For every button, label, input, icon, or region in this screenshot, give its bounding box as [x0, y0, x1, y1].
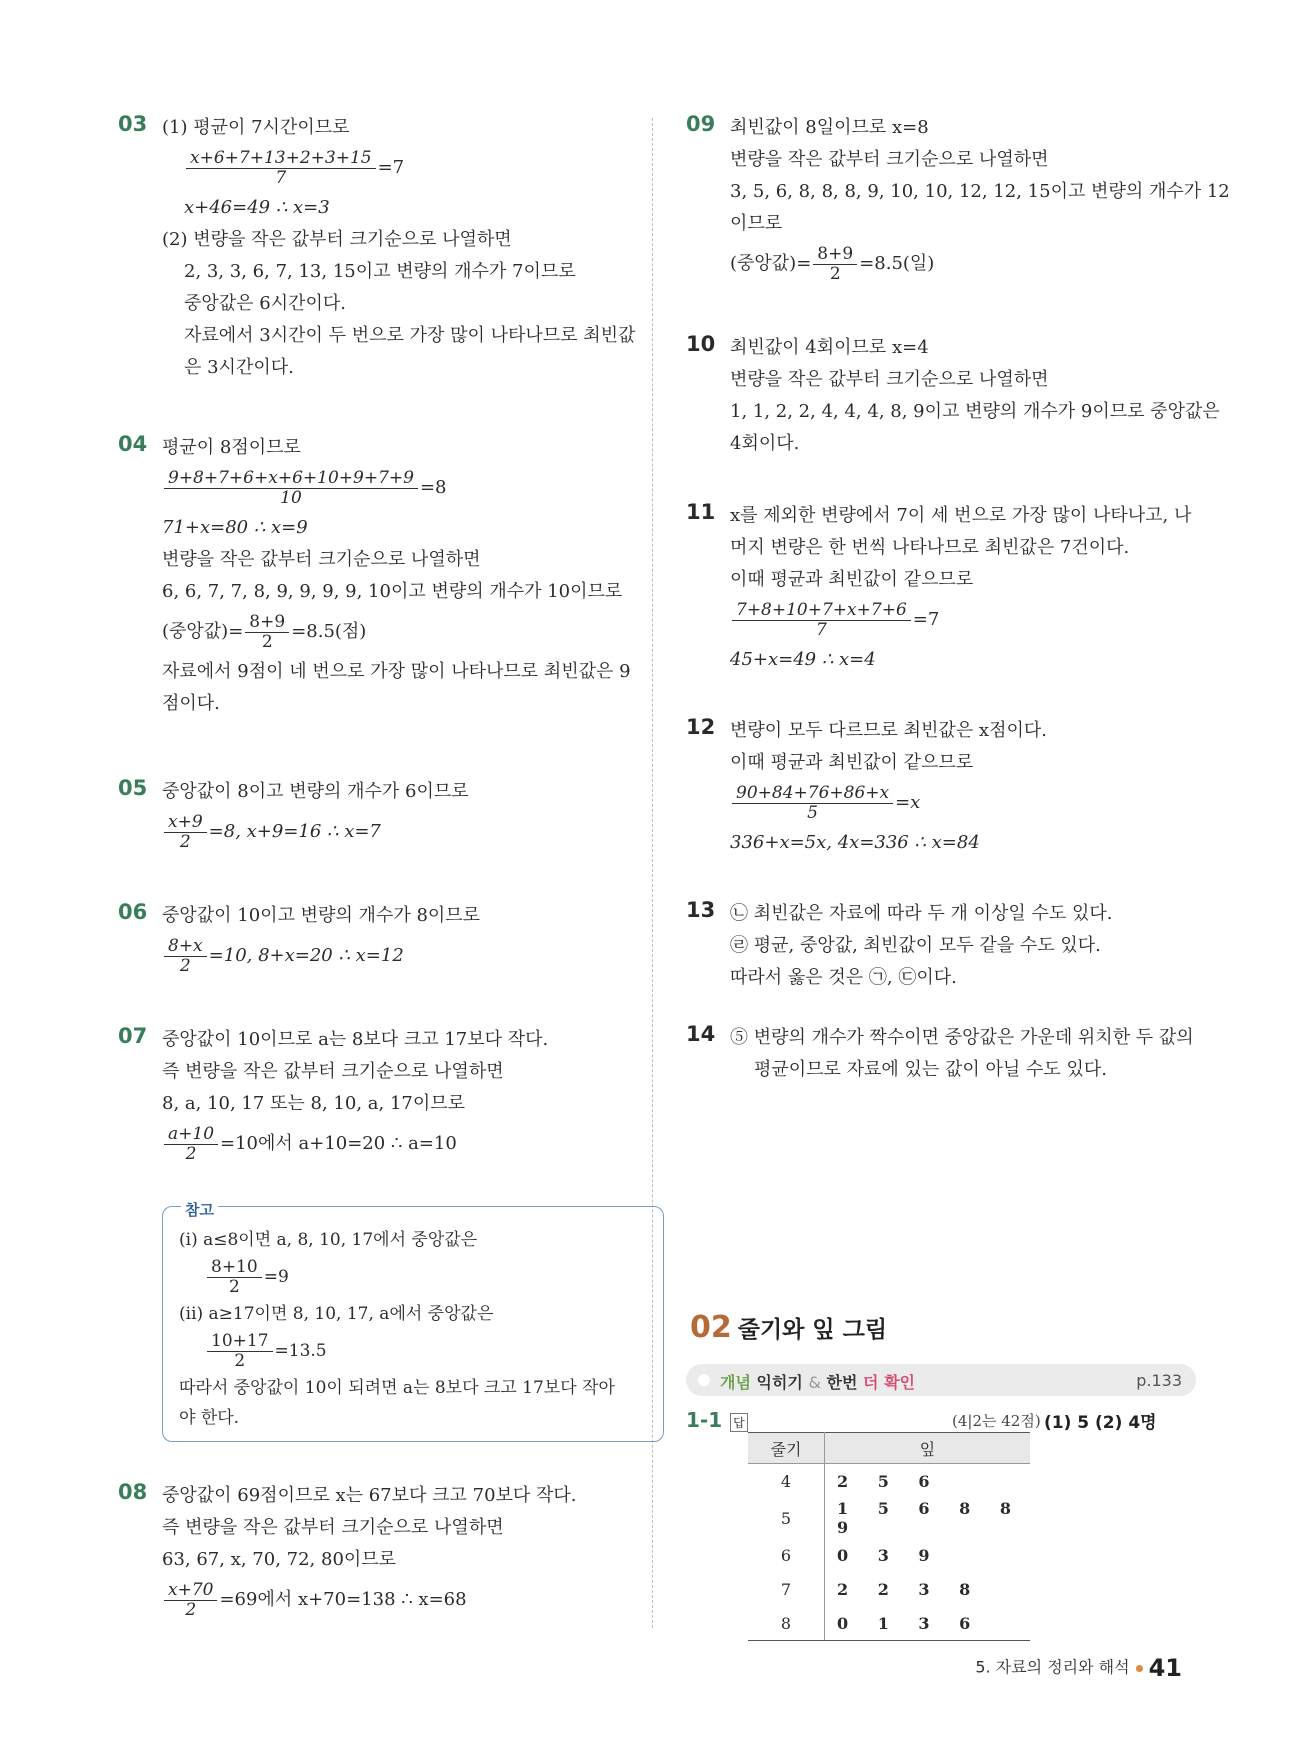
concept-bar [686, 1364, 1196, 1396]
problem-body [730, 1022, 1196, 1086]
numerator: x+70 [164, 1581, 217, 1601]
stem-cell: 6 [748, 1538, 825, 1572]
numerator: 7+8+10+7+x+7+6 [732, 601, 911, 621]
problem-number: 08 [118, 1480, 148, 1504]
text-line: 4회이다. [730, 433, 800, 454]
denominator: 7 [275, 167, 287, 188]
text-line: 점이다. [162, 693, 220, 714]
problem-body [730, 332, 1220, 460]
note-line: (ii) a≥17이면 8, 10, 17, a에서 중앙값은 [179, 1304, 494, 1324]
text-line: 71+x=80 ∴ x=9 [162, 517, 308, 538]
fraction-line [162, 1120, 638, 1168]
fraction-result: =7 [377, 157, 405, 178]
leaf-cell: 2 5 6 [837, 1471, 942, 1491]
fraction-result: =x [895, 792, 921, 813]
page-reference: p.133 [1136, 1371, 1182, 1390]
problem-number: 13 [686, 898, 716, 922]
note-line: 따라서 중앙값이 10이 되려면 a는 8보다 크고 17보다 작아 [179, 1378, 615, 1398]
denominator: 2 [228, 1277, 240, 1297]
text-line: ㉣ 평균, 중앙값, 최빈값이 모두 같을 수도 있다. [730, 935, 1101, 956]
text-line: 은 3시간이다. [184, 357, 294, 378]
text-line: 즉 변량을 작은 값부터 크기순으로 나열하면 [162, 1517, 504, 1538]
text-line: 63, 67, x, 70, 72, 80이므로 [162, 1549, 397, 1570]
problem-03 [118, 112, 638, 378]
problem-body [730, 898, 1196, 994]
text-line: 변량이 모두 다르므로 최빈값은 x점이다. [730, 720, 1047, 741]
problem-number: 06 [118, 900, 148, 924]
problem-number: 04 [118, 432, 148, 456]
note-fraction-line [179, 1329, 649, 1373]
text-line: 평균이므로 자료에 있는 값이 아닐 수도 있다. [754, 1059, 1108, 1080]
fraction-result: =8.5(점) [291, 621, 367, 642]
text-line: (1) 평균이 7시간이므로 [162, 117, 350, 138]
denominator: 5 [807, 802, 818, 823]
note-line: 야 한다. [179, 1408, 240, 1428]
bar-word: & [808, 1373, 821, 1392]
numerator: 8+10 [207, 1258, 262, 1278]
problem-number: 14 [686, 1022, 716, 1046]
stem-leaf-table [748, 1432, 1030, 1641]
text-line: 즉 변량을 작은 값부터 크기순으로 나열하면 [162, 1061, 504, 1082]
problem-number: 10 [686, 332, 716, 356]
fraction-result: =9 [263, 1267, 289, 1287]
numerator: 8+9 [813, 245, 857, 265]
numerator: x+9 [164, 813, 207, 833]
text-line: 최빈값이 8일이므로 x=8 [730, 117, 929, 138]
answer-line [686, 1408, 1196, 1432]
table-row [748, 1572, 1030, 1606]
note-box [162, 1201, 664, 1442]
text-line: 45+x=49 ∴ x=4 [730, 649, 876, 670]
problem-number: 11 [686, 500, 716, 524]
denominator: 2 [185, 1143, 197, 1164]
numerator: 90+84+76+86+x [732, 784, 893, 804]
answer-id: 1-1 [686, 1408, 723, 1432]
fraction-line [730, 596, 1196, 644]
text-line: 변량을 작은 값부터 크기순으로 나열하면 [730, 149, 1049, 170]
text-line: 중앙값이 69점이므로 x는 67보다 크고 70보다 작다. [162, 1485, 577, 1506]
concept-bar-label [720, 1370, 915, 1393]
text-line: 1, 1, 2, 2, 4, 4, 4, 8, 9이고 변량의 개수가 9이므로 중앙값은 [730, 401, 1220, 422]
bar-word: 확인 [884, 1373, 915, 1392]
text-line: 평균이 8점이므로 [162, 437, 301, 458]
leaf-cell: 2 2 3 8 [837, 1579, 983, 1599]
problem-body [730, 112, 1230, 288]
text-line: 머지 변량은 한 번씩 나타나므로 최빈값은 7건이다. [730, 537, 1130, 558]
denominator: 2 [261, 631, 273, 652]
fraction-result: =69에서 x+70=138 ∴ x=68 [219, 1589, 467, 1610]
bullet-icon [698, 1374, 710, 1386]
numerator: x+6+7+13+2+3+15 [186, 149, 376, 169]
text-line: x+46=49 ∴ x=3 [184, 197, 330, 218]
text-line: 중앙값이 10이고 변량의 개수가 8이므로 [162, 905, 481, 926]
problem-number: 09 [686, 112, 716, 136]
text-line: 8, a, 10, 17 또는 8, 10, a, 17이므로 [162, 1093, 466, 1114]
fraction-line [162, 1576, 638, 1624]
page-number: 41 [1148, 1654, 1182, 1682]
bar-word: 익히기 [756, 1373, 803, 1392]
bar-word: 한번 [826, 1373, 858, 1392]
fraction-result: =8 [419, 477, 447, 498]
denominator: 2 [185, 1599, 197, 1620]
problem-body [162, 1024, 638, 1168]
fraction-label: (중앙값)= [162, 621, 244, 642]
fraction-result: =10, 8+x=20 ∴ x=12 [208, 945, 404, 966]
numerator: a+10 [164, 1125, 218, 1145]
numerator: 8+x [164, 937, 207, 957]
problem-number: 05 [118, 776, 148, 800]
fraction-line [162, 808, 638, 856]
text-line: 자료에서 9점이 네 번으로 가장 많이 나타나므로 최빈값은 9 [162, 661, 631, 682]
problem-body [162, 776, 638, 856]
text-line: 이때 평균과 최빈값이 같으므로 [730, 569, 974, 590]
fraction-line [730, 240, 1196, 288]
bar-word: 개념 [720, 1373, 751, 1392]
table-row [748, 1464, 1030, 1499]
problem-body [730, 500, 1196, 676]
problem-body [162, 900, 638, 980]
fraction-line [730, 779, 1196, 827]
problem-number: 07 [118, 1024, 148, 1048]
denominator: 2 [179, 831, 191, 852]
fraction-result: =10에서 a+10=20 ∴ a=10 [220, 1133, 457, 1154]
fraction-result: =8, x+9=16 ∴ x=7 [208, 821, 381, 842]
text-line: 3, 5, 6, 8, 8, 8, 9, 10, 10, 12, 12, 15이고 변량의 개수가 12 [730, 181, 1230, 202]
text-line: 자료에서 3시간이 두 번으로 가장 많이 나타나므로 최빈값 [184, 325, 636, 346]
denominator: 2 [179, 955, 191, 976]
stem-leaf-key: (4|2는 42점) [952, 1412, 1041, 1430]
table-row [748, 1538, 1030, 1572]
denominator: 10 [280, 487, 302, 508]
leaf-cell: 0 3 9 [837, 1545, 942, 1565]
chapter-title: 5. 자료의 정리와 해석 [975, 1657, 1130, 1677]
stem-cell: 5 [748, 1498, 825, 1538]
numerator: 9+8+7+6+x+6+10+9+7+9 [164, 469, 418, 489]
numerator: 8+9 [245, 613, 289, 633]
fraction-line [162, 932, 638, 980]
fraction-label: (중앙값)= [730, 253, 812, 274]
text-line: 이때 평균과 최빈값이 같으므로 [730, 752, 974, 773]
footer-dot-icon [1136, 1665, 1143, 1672]
text-line: 최빈값이 4회이므로 x=4 [730, 337, 929, 358]
table-header-row [748, 1433, 1030, 1464]
text-line: 336+x=5x, 4x=336 ∴ x=84 [730, 832, 980, 853]
fraction-line [162, 608, 638, 656]
text-line: ⑤ 변량의 개수가 짝수이면 중앙값은 가운데 위치한 두 값의 [730, 1027, 1194, 1048]
fraction-result: =8.5(일) [859, 253, 935, 274]
problem-body [162, 432, 638, 720]
fraction-line [162, 144, 638, 192]
text-line: x를 제외한 변량에서 7이 세 번으로 가장 많이 나타나고, 나 [730, 505, 1192, 526]
note-tag: 참고 [181, 1195, 218, 1225]
fraction-result: =13.5 [274, 1341, 327, 1361]
leaf-cell: 0 1 3 6 [825, 1606, 1031, 1641]
table-row [748, 1606, 1030, 1641]
column-header-stem: 줄기 [748, 1433, 825, 1464]
fraction-result: =7 [912, 609, 940, 630]
leaf-cell: 1 5 6 8 8 9 [837, 1499, 1023, 1537]
column-header-leaf: 잎 [825, 1433, 1031, 1464]
text-line: ㉡ 최빈값은 자료에 따라 두 개 이상일 수도 있다. [730, 903, 1113, 924]
problem-body [730, 715, 1196, 859]
text-line: (2) 변량을 작은 값부터 크기순으로 나열하면 [162, 229, 512, 250]
fraction-line [162, 464, 638, 512]
stem-cell: 4 [748, 1464, 825, 1499]
stem-cell: 8 [748, 1606, 825, 1641]
text-line: 변량을 작은 값부터 크기순으로 나열하면 [730, 369, 1049, 390]
text-line: 이므로 [730, 213, 783, 234]
bar-word: 더 [863, 1373, 879, 1392]
denominator: 7 [815, 619, 827, 640]
problem-number: 03 [118, 112, 148, 136]
section-title: 줄기와 잎 그림 [737, 1317, 888, 1343]
text-line: 2, 3, 3, 6, 7, 13, 15이고 변량의 개수가 7이므로 [184, 261, 576, 282]
note-line: (i) a≤8이면 a, 8, 10, 17에서 중앙값은 [179, 1230, 478, 1250]
page-footer [975, 1654, 1182, 1682]
text-line: 중앙값은 6시간이다. [184, 293, 346, 314]
section-number: 02 [690, 1310, 732, 1345]
text-line: 중앙값이 10이므로 a는 8보다 크고 17보다 작다. [162, 1029, 549, 1050]
text-line: 중앙값이 8이고 변량의 개수가 6이므로 [162, 781, 469, 802]
section-heading [690, 1310, 887, 1345]
answer-tag: 답 [730, 1413, 748, 1432]
problem-body [162, 112, 638, 384]
answer-values: (1) 5 (2) 4명 [1044, 1413, 1157, 1433]
problem-number: 12 [686, 715, 716, 739]
text-line: 따라서 옳은 것은 ㉠, ㉢이다. [730, 967, 957, 988]
numerator: 10+17 [207, 1332, 273, 1352]
text-line: 변량을 작은 값부터 크기순으로 나열하면 [162, 549, 481, 570]
stem-cell: 7 [748, 1572, 825, 1606]
note-fraction-line [179, 1255, 649, 1299]
text-line: 6, 6, 7, 7, 8, 9, 9, 9, 9, 10이고 변량의 개수가 10이므로 [162, 581, 623, 602]
denominator: 2 [829, 263, 841, 284]
problem-body [162, 1480, 638, 1624]
denominator: 2 [234, 1351, 246, 1371]
table-row [748, 1498, 1030, 1538]
